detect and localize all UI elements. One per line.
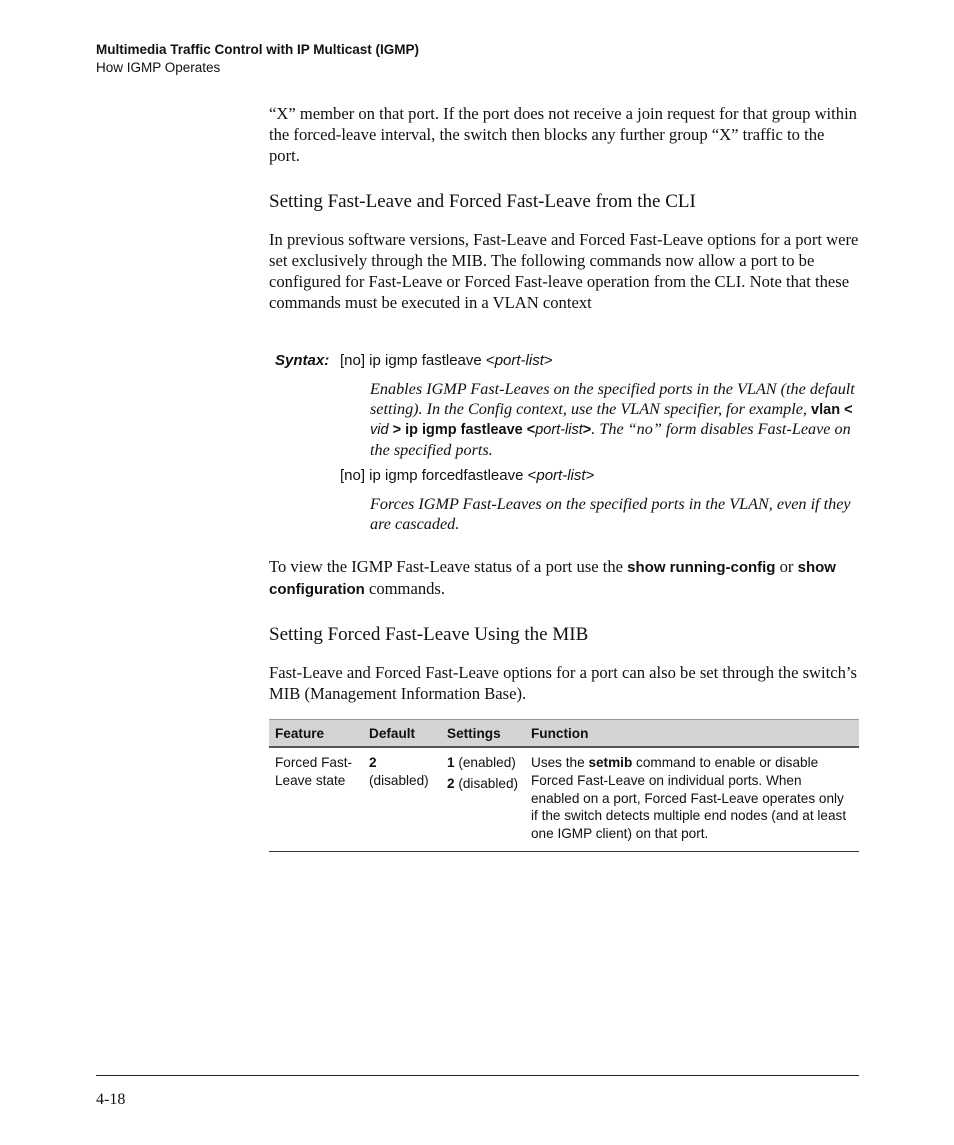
column-header-default: Default bbox=[363, 720, 441, 748]
cli-body-block bbox=[269, 229, 859, 313]
cell-default: 2 (disabled) bbox=[363, 747, 441, 851]
column-header-settings: Settings bbox=[441, 720, 525, 748]
cell-feature: Forced Fast-Leave state bbox=[269, 747, 363, 851]
mib-body-paragraph: Fast-Leave and Forced Fast-Leave options for a port can also be set through the switch’s MIB (Management Information Base). bbox=[269, 663, 857, 703]
intro-paragraph-block bbox=[269, 103, 859, 166]
mib-body-block bbox=[269, 662, 859, 704]
syntax-row-fastleave bbox=[275, 351, 553, 371]
table-header-row bbox=[269, 720, 859, 748]
show-running-config-command: show running-config bbox=[627, 559, 776, 576]
column-header-function: Function bbox=[525, 720, 859, 748]
intro-paragraph: “X” member on that port. If the port does not receive a join request for that group within the forced-leave interval, the switch then blocks any further group “X” traffic to the port. bbox=[269, 104, 857, 165]
column-header-feature: Feature bbox=[269, 720, 363, 748]
show-configuration-command: show configuration bbox=[269, 559, 836, 598]
page-number: 4-18 bbox=[96, 1091, 126, 1108]
mib-section-heading: Setting Forced Fast-Leave Using the MIB bbox=[269, 624, 589, 645]
vlan-example-command: vlan < vid > ip igmp fastleave <port-list> bbox=[370, 401, 853, 438]
syntax-label: Syntax: bbox=[275, 352, 330, 369]
forced-fastleave-table bbox=[269, 719, 859, 852]
fastleave-description: Enables IGMP Fast-Leaves on the specified ports in the VLAN (the default setting). In the Config context, use the VLAN specifier, for example, vlan < vid > ip igmp fastleave <port-list>. The “no” form disables Fast-Leave on the specified ports. bbox=[370, 380, 855, 459]
cell-settings: 1 (enabled) 2 (disabled) bbox=[441, 747, 525, 851]
running-header bbox=[96, 41, 419, 77]
footer-rule bbox=[96, 1075, 859, 1076]
view-status-paragraph: To view the IGMP Fast-Leave status of a port use the show running-config or show configuration commands. bbox=[269, 557, 836, 598]
setmib-command: setmib bbox=[588, 755, 633, 770]
forcedfastleave-command: [no] ip igmp forcedfastleave <port-list> bbox=[340, 467, 595, 484]
table-row bbox=[269, 747, 859, 851]
view-status-block bbox=[269, 556, 859, 600]
forcedfastleave-description: Forces IGMP Fast-Leaves on the specified ports in the VLAN, even if they are cascaded. bbox=[370, 495, 851, 533]
section-title: How IGMP Operates bbox=[96, 60, 221, 75]
fastleave-command: [no] ip igmp fastleave <port-list> bbox=[340, 352, 553, 369]
chapter-title: Multimedia Traffic Control with IP Multicast (IGMP) bbox=[96, 42, 420, 57]
cli-body-paragraph: In previous software versions, Fast-Leave and Forced Fast-Leave options for a port were set exclusively through the MIB. The following commands now allow a port to be configured for Fast-Leave or Forced Fast-leave operation from the CLI. Note that these commands must be executed in a VLAN context bbox=[269, 230, 859, 312]
cli-section-heading: Setting Fast-Leave and Forced Fast-Leave from the CLI bbox=[269, 191, 696, 212]
cell-function: Uses the setmib command to enable or disable Forced Fast-Leave on individual ports. When enabled on a port, Forced Fast-Leave operates only if the switch detects multiple end nodes (and at least one IGMP client) on that port. bbox=[525, 747, 859, 851]
